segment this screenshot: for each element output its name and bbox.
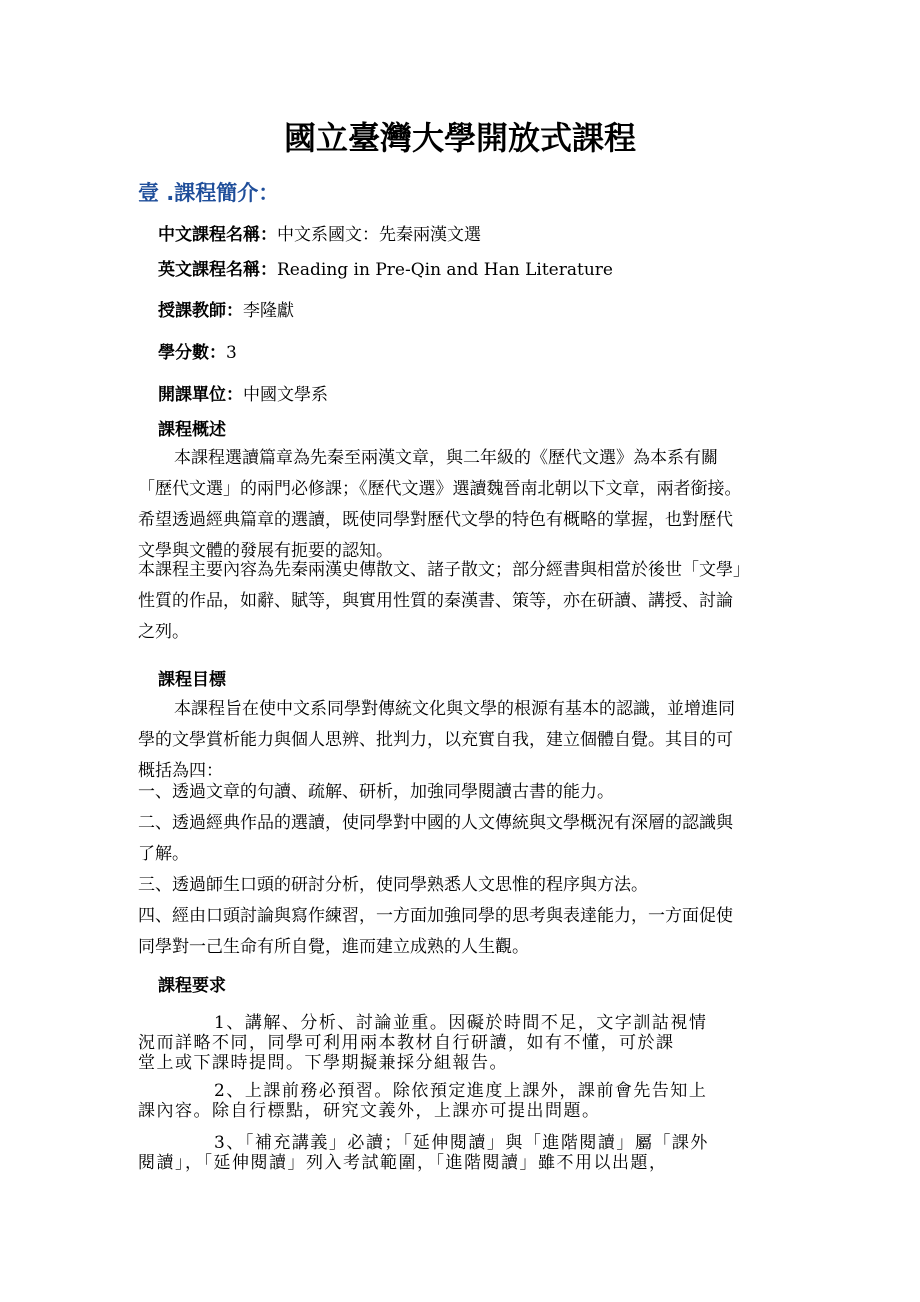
overview-line: 文學與文體的發展有扼要的認知。 [138,541,393,561]
overview-line: 性質的作品，如辭、賦等，與實用性質的秦漢書、策等，亦在研讀、講授、討論 [138,591,733,611]
requirement-item-3 [138,1133,780,1173]
info-value: 中文系國文：先秦兩漢文選 [277,225,481,245]
overview-paragraph-1 [138,443,784,567]
info-label: 中文課程名稱： [158,225,277,245]
requirement-line: 堂上或下課時提問。下學期擬兼採分組報告。 [138,1053,508,1073]
info-label: 學分數： [158,343,226,363]
info-chinese-course-name [158,222,481,248]
objectives-heading: 課程目標 [158,670,226,690]
objectives-line: 學的文學賞析能力與個人思辨、批判力，以充實自我，建立個體自覺。其目的可 [138,730,733,750]
requirements-heading: 課程要求 [158,976,226,996]
requirement-line: 2、上課前務必預習。除依預定進度上課外，課前會先告知上 [214,1081,708,1101]
info-english-course-name [158,257,613,283]
objective-item-1: 一、透過文章的句讀、疏解、研析，加強同學閱讀古書的能力。 [138,782,614,802]
info-value: 李隆獻 [243,301,294,321]
overview-line: 希望透過經典篇章的選讀，既使同學對歷代文學的特色有概略的掌握，也對歷代 [138,510,733,530]
section-heading-course-intro: 壹 .課程簡介： [138,181,280,205]
overview-line: 「歷代文選」的兩門必修課；《歷代文選》選讀魏晉南北朝以下文章，兩者銜接。 [138,479,742,499]
requirement-line: 課內容。除自行標點，研究文義外，上課亦可提出問題。 [138,1101,601,1121]
requirement-line: 閱讀」，「延伸閱讀」列入考試範圍，「進階閱讀」雖不用以出題， [138,1153,668,1173]
requirement-line: 況而詳略不同，同學可利用兩本教材自行研讀，如有不懂，可於課 [138,1033,675,1053]
objective-item-2-cont: 了解。 [138,844,189,864]
overview-heading: 課程概述 [158,420,226,440]
objectives-list [138,777,784,963]
info-department [158,382,328,408]
objective-item-4-cont: 同學對一己生命有所自覺，進而建立成熟的人生觀。 [138,937,529,957]
overview-line: 本課程主要內容為先秦兩漢史傳散文、諸子散文；部分經書與相當於後世「文學」 [138,560,750,580]
objectives-line: 本課程旨在使中文系同學對傳統文化與文學的根源有基本的認識，並增進同 [174,699,735,719]
objective-item-4: 四、經由口頭討論與寫作練習，一方面加強同學的思考與表達能力，一方面促使 [138,906,733,926]
requirement-line: 1、講解、分析、討論並重。因礙於時間不足，文字訓詁視情 [214,1013,708,1033]
overview-line: 本課程選讀篇章為先秦至兩漢文章，與二年級的《歷代文選》為本系有關 [174,448,718,468]
requirement-item-1 [138,1013,780,1073]
info-value: Reading in Pre-Qin and Han Literature [277,260,613,280]
objectives-intro [138,694,784,787]
info-label: 開課單位： [158,385,243,405]
requirement-item-2 [138,1081,780,1121]
overview-paragraph-2 [138,555,784,648]
objectives-line: 概括為四： [138,761,223,781]
objective-item-2: 二、透過經典作品的選讀，使同學對中國的人文傳統與文學概況有深層的認識與 [138,813,733,833]
info-label: 英文課程名稱： [158,260,277,280]
document-title: 國立臺灣大學開放式課程 [283,119,636,157]
info-label: 授課教師： [158,301,243,321]
info-value: 3 [226,343,237,363]
info-credits [158,340,237,366]
info-instructor [158,298,294,324]
info-value: 中國文學系 [243,385,328,405]
overview-line: 之列。 [138,622,189,642]
objective-item-3: 三、透過師生口頭的研討分析，使同學熟悉人文思惟的程序與方法。 [138,875,648,895]
requirement-line: 3、「補充講義」必讀；「延伸閱讀」與「進階閱讀」屬「課外 [214,1133,709,1153]
